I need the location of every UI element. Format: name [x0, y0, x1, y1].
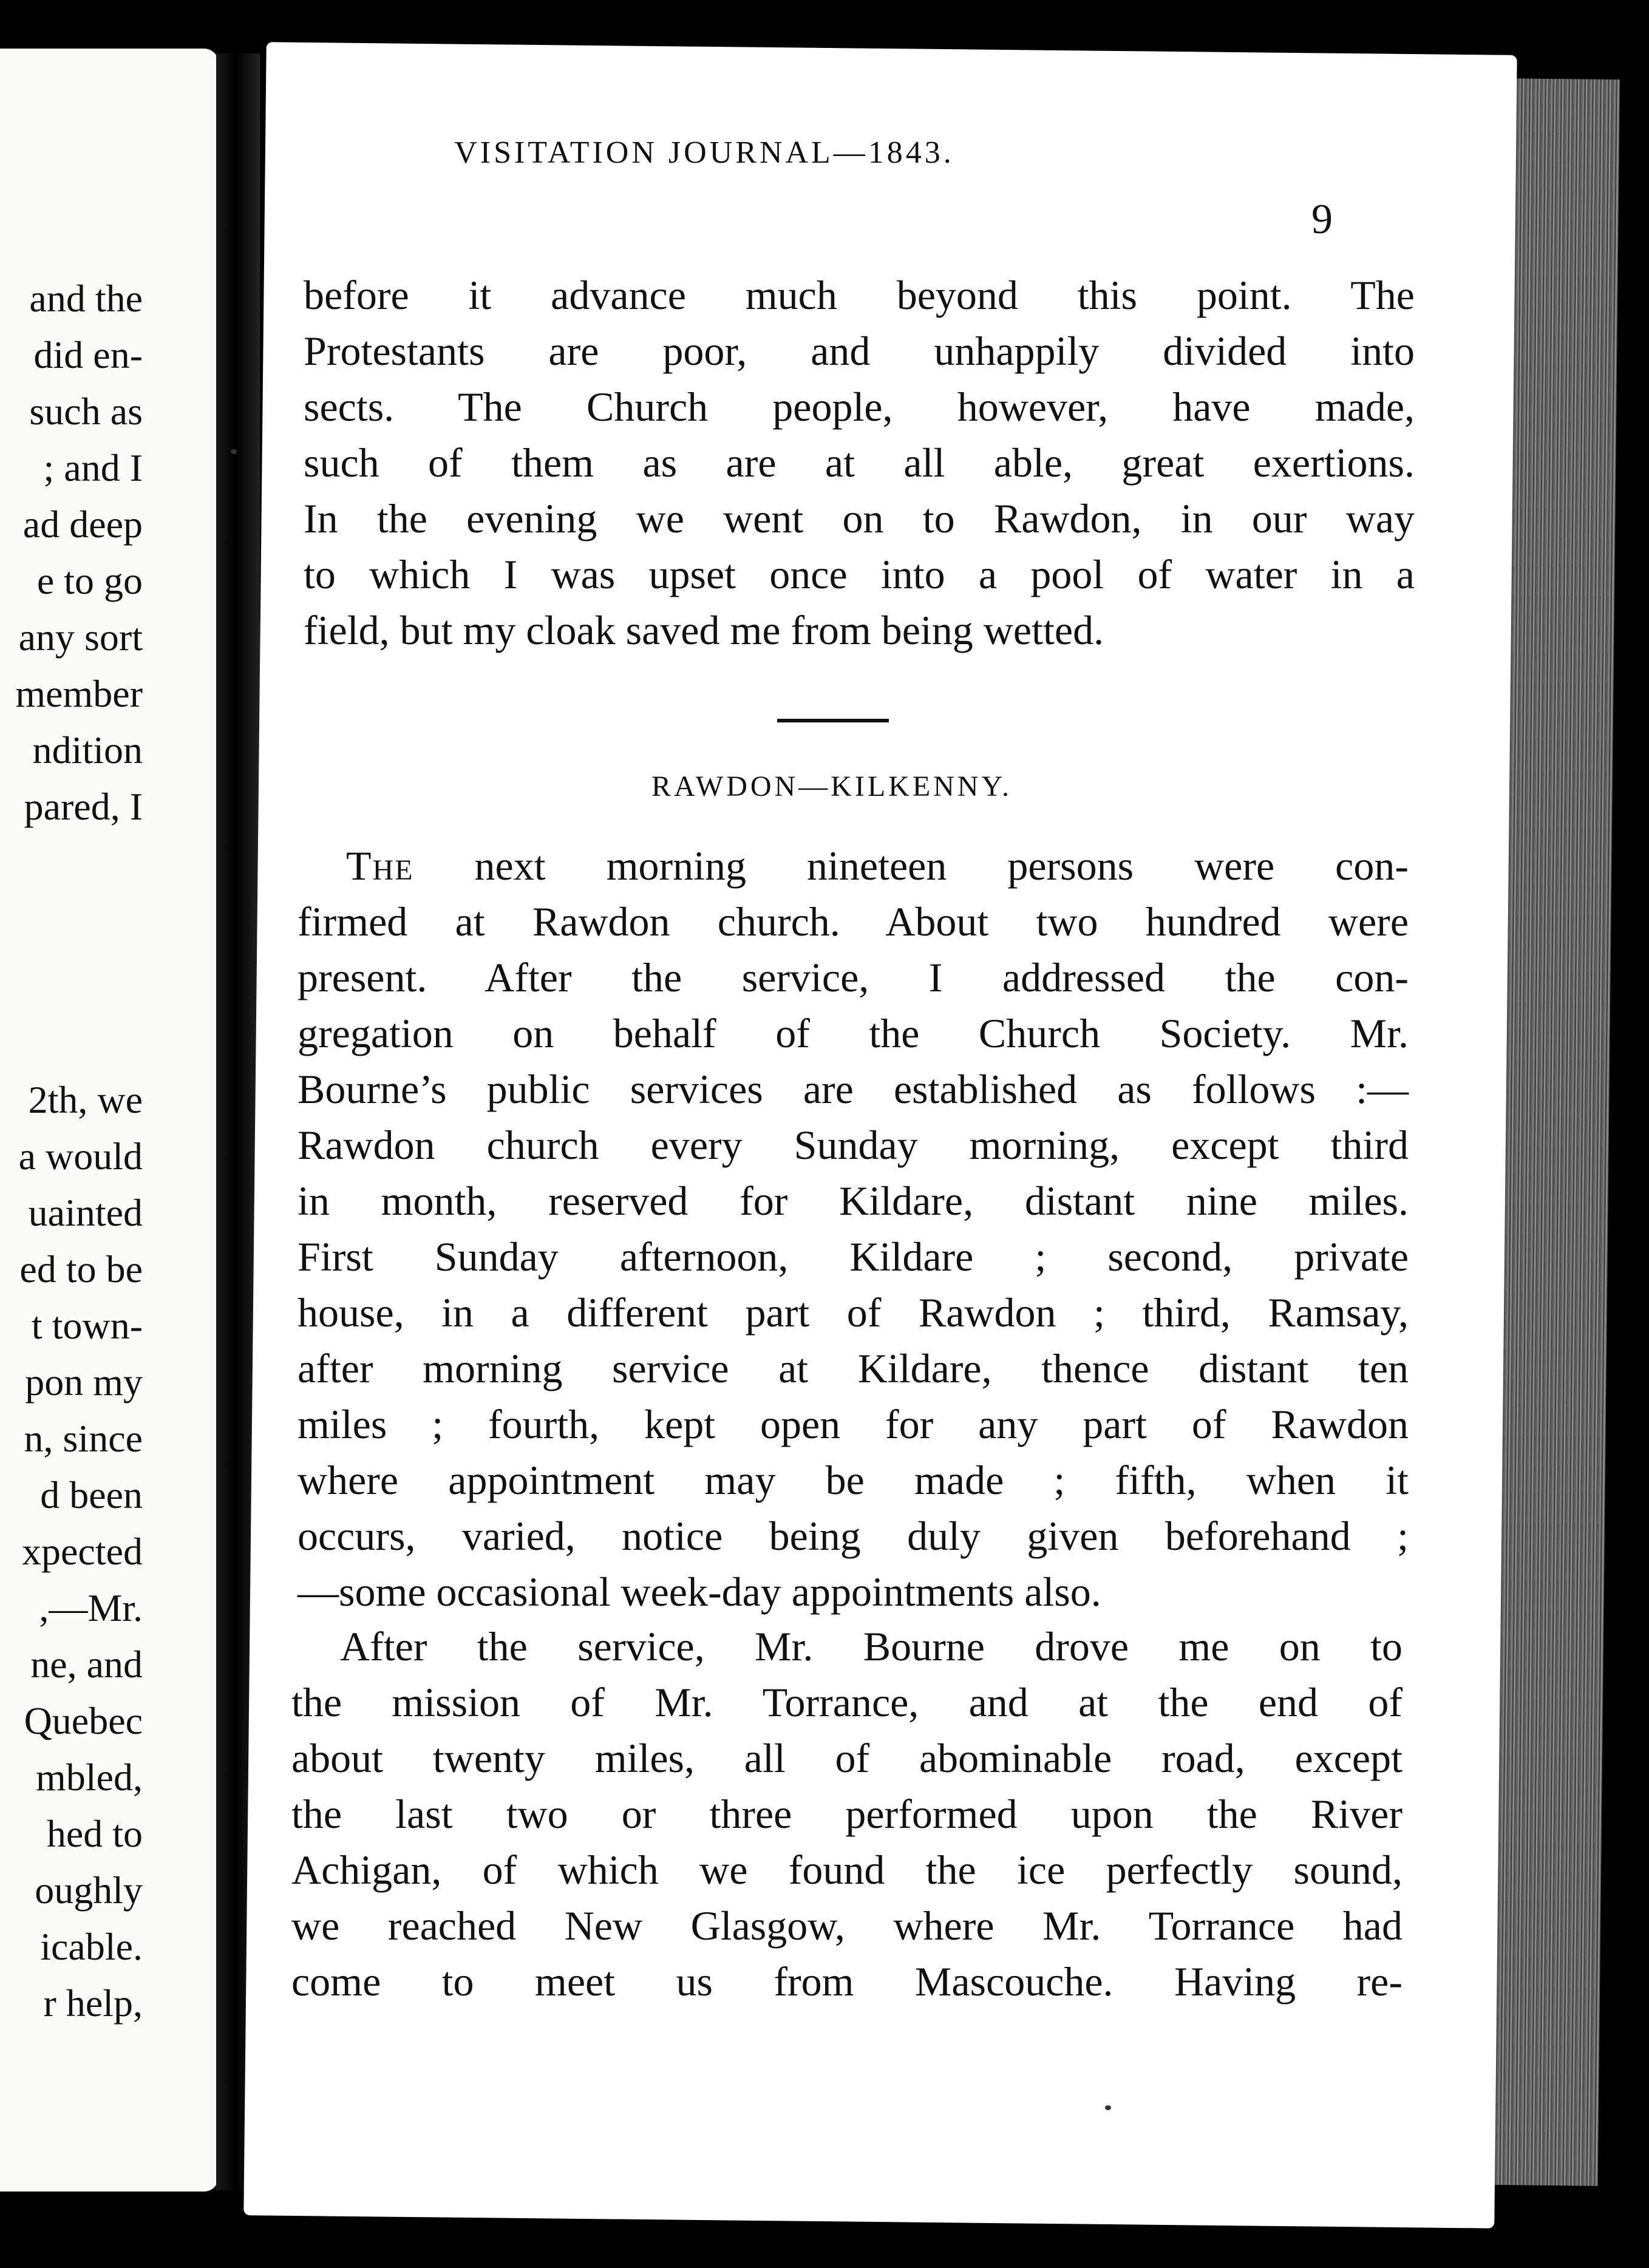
left-page-line: member [15, 672, 143, 715]
paragraph-first-word: The [346, 843, 414, 889]
text-line: miles ; fourth, kept open for any part of Rawdon [298, 1401, 1409, 1447]
paragraph-journey [291, 1618, 1402, 2009]
text-line: Protestants are poor, and unhappily divided into [304, 328, 1415, 374]
text-line: the last two or three performed upon the River [291, 1791, 1402, 1837]
left-page-line: and the [29, 277, 143, 320]
left-page-line: Quebec [24, 1699, 143, 1742]
text-line: such of them as are at all able, great exertions. [304, 440, 1415, 486]
text-line: firmed at Rawdon church. About two hundred were [298, 898, 1409, 945]
left-page-line: t town- [31, 1304, 143, 1347]
left-page-line: ndition [32, 728, 143, 772]
text-line: Bourne’s public services are established as follows :— [298, 1066, 1409, 1112]
left-page-line: e to go [36, 559, 143, 602]
left-page-line: such as [29, 390, 143, 433]
scan-speck [231, 449, 237, 454]
text-line: about twenty miles, all of abominable road, except [291, 1735, 1402, 1781]
running-head: VISITATION JOURNAL—1843. [454, 135, 954, 170]
text-line: we reached New Glasgow, where Mr. Torrance had [291, 1903, 1402, 1949]
text-line: house, in a different part of Rawdon ; third, Ramsay, [298, 1289, 1409, 1336]
left-page-line: xpected [22, 1530, 143, 1573]
left-page-line: hed to [46, 1812, 143, 1855]
text-line: present. After the service, I addressed the con- [298, 954, 1409, 1000]
text-line: to which I was upset once into a pool of water in a [304, 551, 1415, 597]
text-line: the mission of Mr. Torrance, and at the end of [291, 1679, 1402, 1725]
page-number: 9 [1311, 196, 1333, 243]
left-page-line: pon my [25, 1360, 143, 1404]
text-line: where appointment may be made ; fifth, when it [298, 1457, 1409, 1503]
text-line-first [298, 838, 1409, 894]
left-page-line: ad deep [22, 503, 143, 546]
left-page-line: 2th, we [28, 1078, 143, 1121]
text-line: in month, reserved for Kildare, distant nine miles. [298, 1178, 1409, 1224]
section-title: RAWDON—KILKENNY. [651, 770, 1012, 803]
text-line: —some occasional week-day appointments also. [298, 1569, 1101, 1615]
scan-speck [1105, 2105, 1111, 2110]
left-page-line: pared, I [24, 785, 143, 828]
left-page-line: ed to be [19, 1248, 143, 1291]
text-line: Rawdon church every Sunday morning, except third [298, 1122, 1409, 1168]
left-page-line: ne, and [30, 1643, 143, 1686]
left-page-line: any sort [18, 616, 143, 659]
text-line: First Sunday afternoon, Kildare ; second, private [298, 1234, 1409, 1280]
left-page-line: d been [40, 1473, 143, 1516]
text-line: after morning service at Kildare, thence distant ten [298, 1345, 1409, 1391]
previous-page-fragment [0, 49, 219, 2192]
text-line: Achigan, of which we found the ice perfectly sound, [291, 1847, 1402, 1893]
left-page-line: n, since [24, 1417, 143, 1460]
left-page-line: r help, [43, 1981, 143, 2025]
left-page-line: icable. [40, 1925, 143, 1968]
left-page-line: oughly [35, 1869, 143, 1912]
text-line: sects. The Church people, however, have made, [304, 384, 1415, 430]
left-page-line: a would [18, 1135, 143, 1178]
text-line: come to meet us from Mascouche. Having re- [291, 1958, 1402, 2005]
text-line: gregation on behalf of the Church Society. Mr. [298, 1010, 1409, 1056]
left-page-line: did en- [33, 333, 143, 376]
left-page-line: ; and I [43, 446, 143, 489]
left-page-line: ,—Mr. [39, 1586, 143, 1629]
text-line: In the evening we went on to Rawdon, in our way [304, 495, 1415, 542]
section-divider [777, 719, 889, 722]
continuation-paragraph [304, 267, 1415, 658]
text-line: occurs, varied, notice being duly given beforehand ; [298, 1513, 1409, 1559]
left-page-line: mbled, [36, 1756, 143, 1799]
paragraph-confirmation [298, 838, 1409, 1620]
text-line: before it advance much beyond this point. The [304, 272, 1415, 318]
text-line: field, but my cloak saved me from being wetted. [304, 607, 1104, 653]
text-fragment: next morning nineteen persons were con- [474, 843, 1409, 889]
text-line: After the service, Mr. Bourne drove me on to [340, 1623, 1402, 1669]
left-page-line: uainted [28, 1191, 143, 1234]
